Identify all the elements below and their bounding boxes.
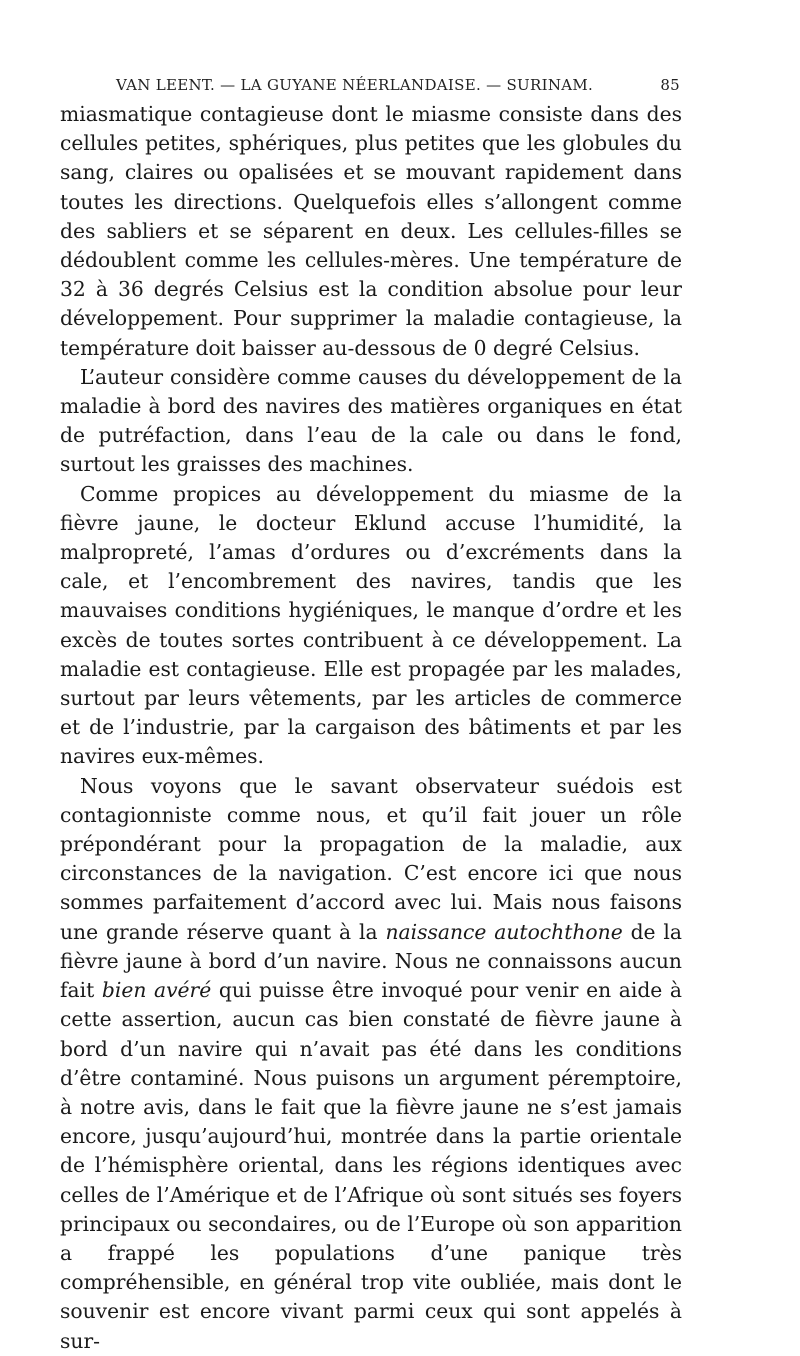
body-text	[60, 100, 682, 1356]
running-title: VAN LEENT. — LA GUYANE NÉERLANDAISE. — SURINAM.	[116, 76, 594, 94]
book-page	[60, 0, 683, 1353]
paragraph-4	[60, 772, 682, 1356]
italic-phrase-bien-avere: bien avéré	[101, 978, 212, 1003]
paragraph-4-part-c: qui puisse être invoqué pour venir en aide à cette assertion, aucun cas bien constaté de fièvre jaune à bord d’un navire qui n’avait pas été dans les conditions d’être contaminé. Nous puisons un argument péremptoire, à notre avis, dans le fait que la fièvre jaune ne s’est jamais encore, jusqu’aujourd’hui, montrée dans la partie orientale de l’hémisphère oriental, dans les régions identiques avec celles de l’Amérique et de l’Afrique où sont situés ses foyers principaux ou secondaires, ou de l’Europe où son apparition a frappé les populations d’une panique très compréhensible, en général trop vite oubliée, mais dont le souvenir est encore vivant parmi ceux qui sont appelés à sur-	[60, 978, 683, 1353]
paragraph-4-part-b: de la fièvre jaune à bord d’un navire. Nous ne connaissons aucun fait	[60, 919, 683, 1003]
paragraph-2: L’auteur considère comme causes du développement de la maladie à bord des navires des matières organiques en état de putréfaction, dans l’eau de la cale ou dans le fond, surtout les graisses des machines.	[60, 364, 682, 477]
italic-phrase-naissance: naissance autochthone	[385, 919, 623, 944]
running-header	[60, 76, 682, 98]
paragraph-4-part-a: Nous voyons que le savant observateur suédois est contagionniste comme nous, et qu’il fait jouer un rôle prépondérant pour la propagation de la maladie, aux circonstances de la navigation. C’est encore ici que nous sommes parfaitement d’accord avec lui. Mais nous faisons une grande réserve quant à la	[60, 773, 682, 944]
paragraph-1: miasmatique contagieuse dont le miasme consiste dans des cellules petites, sphériques, plus petites que les globules du sang, claires ou opalisées et se mouvant rapidement dans toutes les directions. Quelquefois elles s’allongent comme des sabliers et se séparent en deux. Les cellules-filles se dédoublent comme les cellules-mères. Une température de 32 à 36 degrés Celsius est la condition absolue pour leur développement. Pour supprimer la maladie contagieuse, la température doit baisser au-dessous de 0 degré Celsius.	[60, 102, 682, 360]
page-number: 85	[660, 76, 680, 94]
paragraph-3: Comme propices au développement du miasme de la fièvre jaune, le docteur Eklund accuse l’humidité, la malpropreté, l’amas d’ordures ou d’excréments dans la cale, et l’encombrement des navires, tandis que les mauvaises conditions hygiéniques, le manque d’ordre et les excès de toutes sortes contribuent à ce développement. La maladie est contagieuse. Elle est propagée par les malades, surtout par leurs vêtements, par les articles de commerce et de l’industrie, par la cargaison des bâtiments et par les navires eux-mêmes.	[60, 481, 682, 769]
